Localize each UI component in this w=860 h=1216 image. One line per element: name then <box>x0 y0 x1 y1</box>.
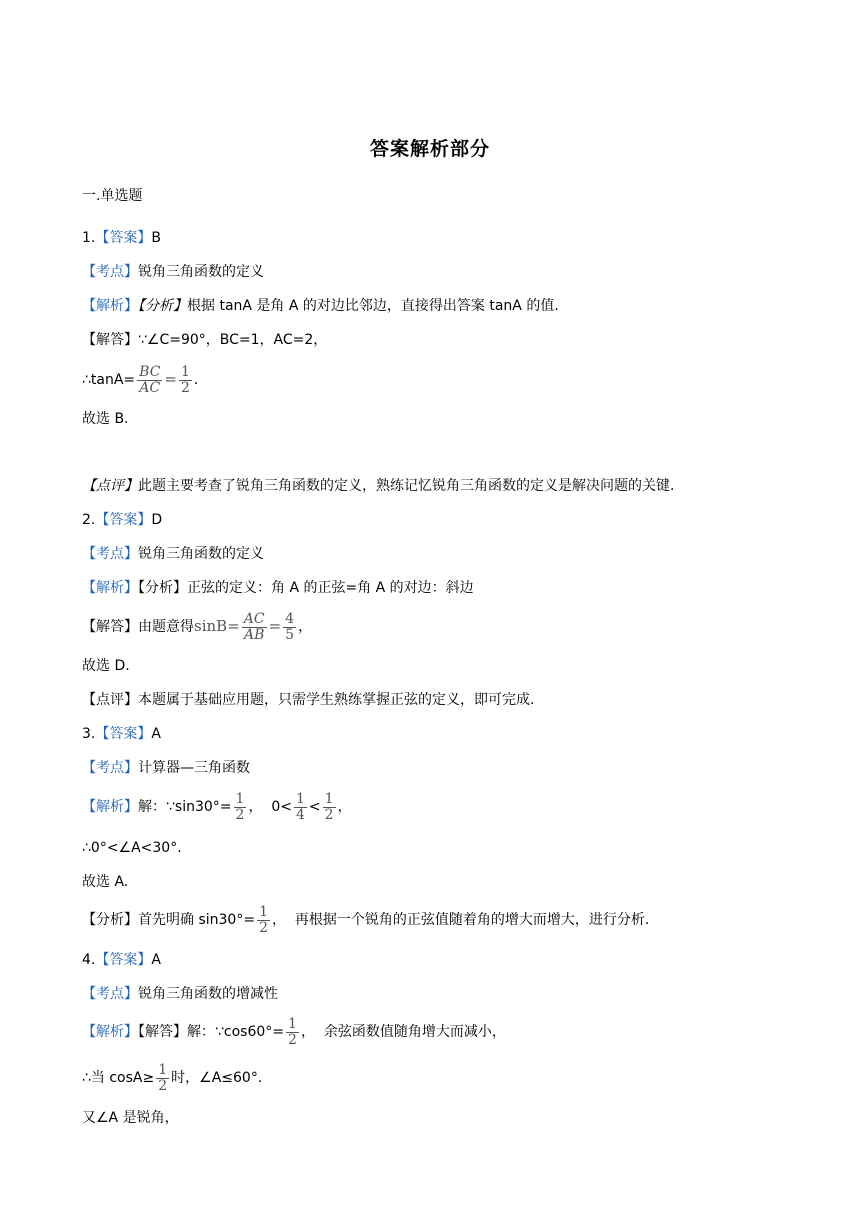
q4-answer: A <box>151 952 161 968</box>
q3-fraction-quarter: $\frac{1}{4}$ <box>295 790 305 823</box>
q1-tan-tail: . <box>193 372 199 388</box>
q1-solution-line <box>82 330 327 350</box>
q4-when-pre: ∴当 cosA≥ <box>82 1070 155 1086</box>
q3-fenxi-pre: 首先明确 sin30°= <box>138 912 256 928</box>
q2-point: 锐角三角函数的定义 <box>138 546 264 562</box>
analysis-tag: 【解析】 <box>82 580 138 596</box>
q3-analysis-line <box>82 791 352 823</box>
q1-tan-line <box>82 364 198 396</box>
q2-solution: 由题意得 <box>138 619 194 635</box>
q2-fraction-ac-ab: $\frac{AC}{AB}$ <box>243 610 265 643</box>
q4-answer-line <box>82 950 161 970</box>
q4-analysis-line <box>82 1016 506 1048</box>
q1-review-tag: 【点评】 <box>82 478 138 494</box>
q1-answer-line <box>82 228 161 248</box>
q3-fraction-half-2: $\frac{1}{2}$ <box>324 790 334 823</box>
q1-fenxi-tag: 【分析】 <box>138 298 187 314</box>
q2-equals-1: = <box>227 617 240 635</box>
q1-review: 此题主要考查了锐角三角函数的定义，熟练记忆锐角三角函数的定义是解决问题的关键. <box>138 478 675 494</box>
q2-choose: 故选 D. <box>82 658 130 674</box>
q4-number: 4. <box>82 952 96 968</box>
analysis-tag: 【解析】 <box>82 298 138 314</box>
point-tag: 【考点】 <box>82 264 138 280</box>
q2-answer-line <box>82 510 162 530</box>
q4-point-line <box>82 984 278 1004</box>
q3-analysis-pre: 解：∵sin30°= <box>138 799 232 815</box>
q3-fenxi-line <box>82 904 649 936</box>
q4-when-fraction: $\frac{1}{2}$ <box>158 1061 168 1094</box>
q3-number: 3. <box>82 726 96 742</box>
q1-equals: = <box>164 370 177 388</box>
q1-review-line <box>82 476 674 496</box>
q3-analysis-tail: ， <box>337 799 352 815</box>
q2-review: 本题属于基础应用题，只需学生熟练掌握正弦的定义，即可完成. <box>138 692 535 708</box>
q4-analysis-post: ， 余弦函数值随角增大而减小， <box>300 1024 506 1040</box>
answer-tag: 【答案】 <box>95 230 152 246</box>
q2-point-line <box>82 544 264 564</box>
answer-tag: 【答案】 <box>95 952 152 968</box>
analysis-tag: 【解析】 <box>82 799 138 815</box>
q4-when-post: 时，∠A≤60°. <box>171 1070 263 1086</box>
q2-equals-2: = <box>268 617 282 635</box>
answer-tag: 【答案】 <box>95 512 152 528</box>
q4-when-line <box>82 1062 262 1094</box>
answer-tag: 【答案】 <box>95 726 152 742</box>
q1-tan-prefix: ∴tanA= <box>82 372 136 388</box>
q3-fenxi-post: ， 再根据一个锐角的正弦值随着角的增大而增大，进行分析. <box>271 912 650 928</box>
q3-analysis-mid: ， 0< <box>248 799 292 815</box>
q3-fenxi-fraction: $\frac{1}{2}$ <box>259 903 268 936</box>
analysis-tag: 【解析】 <box>82 1024 138 1040</box>
q1-analysis-line <box>82 296 559 316</box>
q2-sinb: sinB <box>194 617 228 635</box>
point-tag: 【考点】 <box>82 546 138 562</box>
q2-answer: D <box>151 512 163 528</box>
q1-solution-head: 【解答】 <box>82 332 138 348</box>
review-tag: 【点评】 <box>82 692 138 708</box>
q1-solution: ∵∠C=90°，BC=1，AC=2， <box>138 332 328 348</box>
q3-answer-line <box>82 724 161 744</box>
q4-analysis-pre: 【解答】解：∵cos60°= <box>138 1024 285 1040</box>
q4-point: 锐角三角函数的增减性 <box>138 986 278 1002</box>
q2-number: 2. <box>82 512 96 528</box>
q2-review-line <box>82 690 534 710</box>
q1-number: 1. <box>82 230 96 246</box>
q3-less-than: < <box>308 799 321 815</box>
point-tag: 【考点】 <box>82 986 138 1002</box>
q4-fraction-half: $\frac{1}{2}$ <box>288 1015 297 1048</box>
q3-therefore: ∴0°<∠A<30°. <box>82 840 182 856</box>
q3-point: 计算器—三角函数 <box>138 760 250 776</box>
q2-solution-tail: ， <box>298 619 313 635</box>
q3-choose: 故选 A. <box>82 874 129 890</box>
q1-choose: 故选 B. <box>82 411 129 427</box>
q1-fraction-half: $\frac{1}{2}$ <box>181 363 190 396</box>
q2-solution-line <box>82 610 312 643</box>
page-title: 答案解析部分 <box>369 138 490 160</box>
q4-also: 又∠A 是锐角， <box>82 1110 179 1126</box>
q3-fraction-half: $\frac{1}{2}$ <box>235 790 245 823</box>
section-heading: 一.单选题 <box>82 188 143 204</box>
q2-analysis: 【分析】正弦的定义：角 A 的正弦=角 A 的对边：斜边 <box>138 580 474 596</box>
q2-analysis-line <box>82 578 474 598</box>
point-tag: 【考点】 <box>82 760 138 776</box>
q2-fraction-four-fifths: $\frac{4}{5}$ <box>285 610 295 643</box>
q1-fraction-bc-ac: $\frac{BC}{AC}$ <box>139 363 161 396</box>
q1-point-line <box>82 262 264 282</box>
q1-answer: B <box>151 230 161 246</box>
q2-solution-head: 【解答】 <box>82 619 138 635</box>
fenxi-tag: 【分析】 <box>82 912 138 928</box>
q1-point: 锐角三角函数的定义 <box>138 264 264 280</box>
q3-point-line <box>82 758 250 778</box>
q1-analysis: 根据 tanA 是角 A 的对边比邻边，直接得出答案 tanA 的值. <box>187 298 559 314</box>
q3-answer: A <box>151 726 161 742</box>
